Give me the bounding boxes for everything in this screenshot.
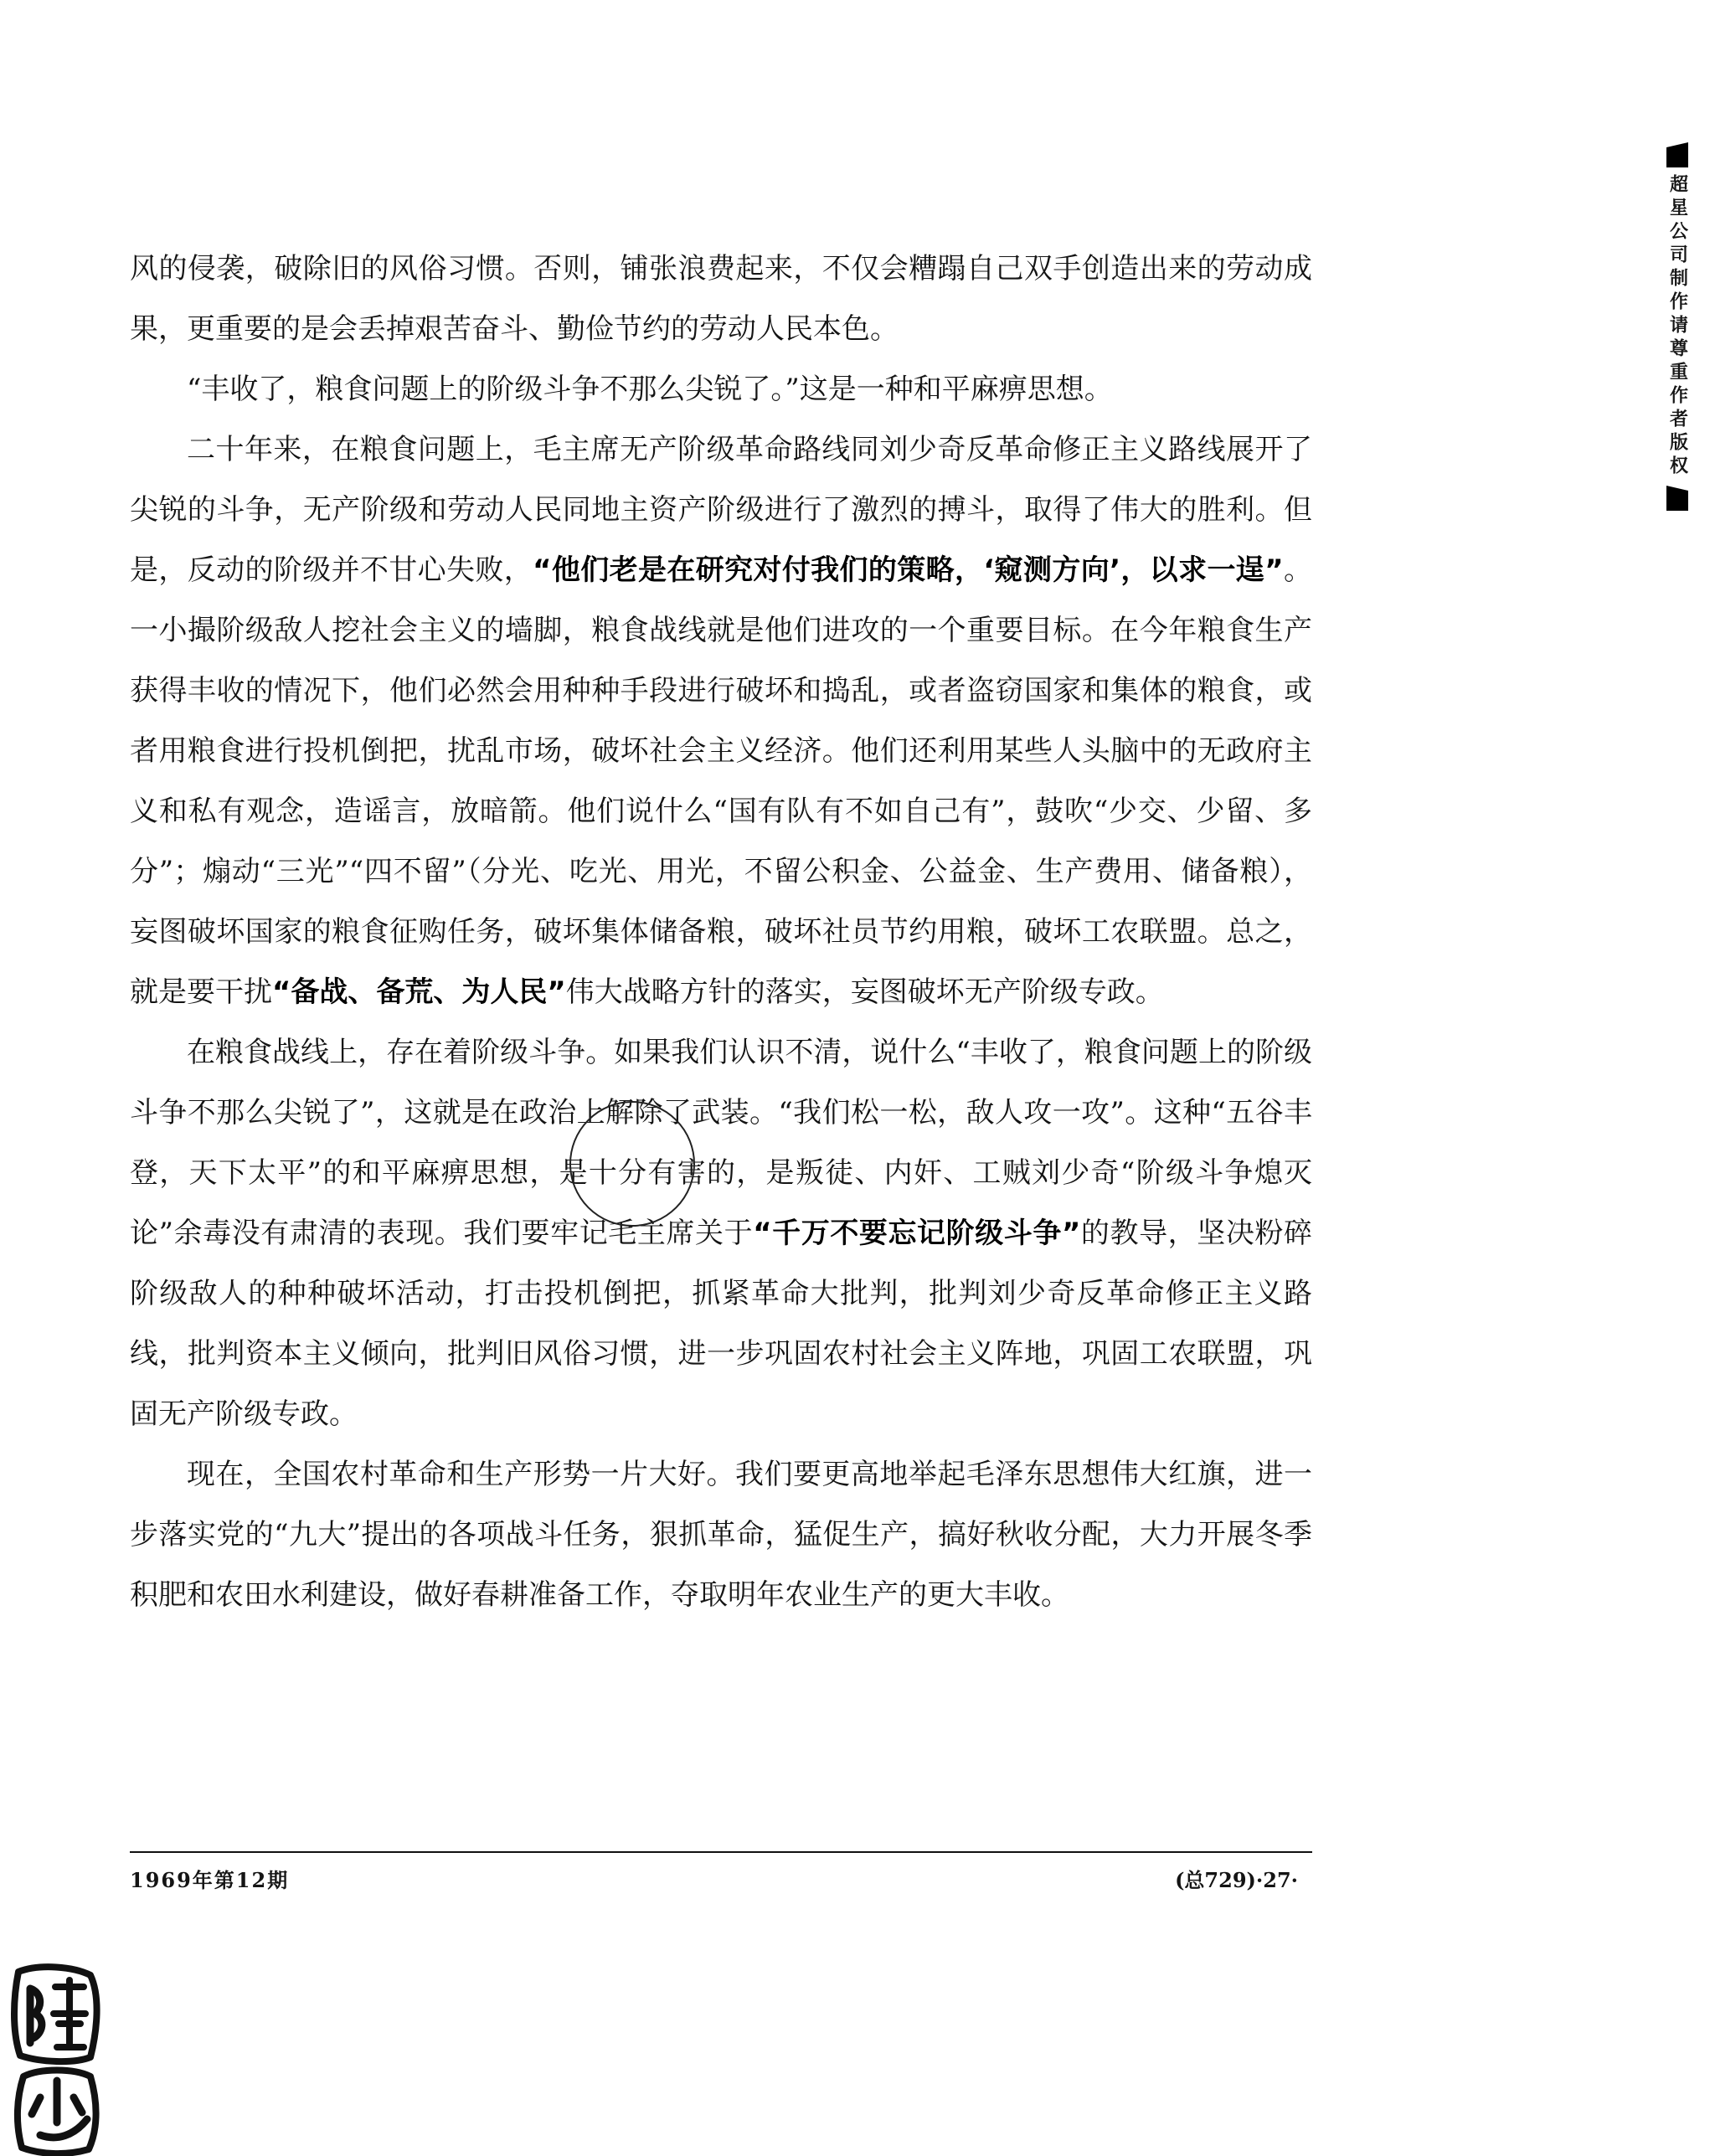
- copyright-side-note: [1661, 142, 1694, 511]
- copyright-text: 超星公司制作请尊重作者版权: [1666, 174, 1688, 479]
- issue-label: 1969年第12期: [130, 1868, 290, 1892]
- side-bar-top: [1666, 142, 1688, 167]
- paragraph-4: [130, 1022, 1312, 1444]
- text-run: 风的侵袭，破除旧的风俗习惯。否则，铺张浪费起来，不仅会糟蹋自己双手创造出来的劳动成果，更重要的是会丢掉艰苦奋斗、勤俭节约的劳动人民本色。: [130, 252, 1312, 346]
- bold-quote: “备战、备荒、为人民”: [272, 975, 566, 1009]
- text-run: “丰收了，粮食问题上的阶级斗争不那么尖锐了。”这是一种和平麻痹思想。: [187, 373, 1113, 406]
- text-run: 在粮食战线上，存在着阶级斗争。如果我们认识不清，说什么“丰收了，粮食问题上的阶级斗争不那么尖锐了”，这就是在政治上解除了武装。“我们松一松，敌人攻一攻”。这种“五谷丰登，天下太平”的和平麻痹思想，是十分有害的，是叛徒、内奸、工贼刘少奇“阶级斗争熄灭论”余毒没有肃清的表现。我们要牢记毛主席关于: [130, 1036, 1312, 1250]
- bold-quote: “千万不要忘记阶级斗争”: [753, 1217, 1081, 1250]
- text-run: 现在，全国农村革命和生产形势一片大好。我们要更高地举起毛泽东思想伟大红旗，进一步落实党的“九大”提出的各项战斗任务，狠抓革命，猛促生产，搞好秋收分配，大力开展冬季积肥和农田水利建设，做好春耕准备工作，夺取明年农业生产的更大丰收。: [130, 1458, 1312, 1612]
- paragraph-1: [130, 239, 1312, 359]
- text-run: 二十年来，在粮食问题上，毛主席无产阶级革命路线同刘少奇反革命修正主义路线展开了尖锐的斗争，无产阶级和劳动人民同地主资产阶级进行了激烈的搏斗，取得了伟大的胜利。但是，反动的阶级并不甘心失败，: [130, 433, 1312, 587]
- footer-rule: [130, 1851, 1312, 1853]
- side-bar-bottom: [1666, 486, 1688, 511]
- text-run: 伟大战略方针的落实，妄图破坏无产阶级专政。: [565, 975, 1164, 1009]
- text-run: 。一小撮阶级敌人挖社会主义的墙脚，粮食战线就是他们进攻的一个重要目标。在今年粮食生产获得丰收的情况下，他们必然会用种种手段进行破坏和捣乱，或者盗窃国家和集体的粮食，或者用粮食进行投机倒把，扰乱市场，破坏社会主义经济。他们还利用某些人头脑中的无政府主义和私有观念，造谣言，放暗箭。他们说什么“国有队有不如自己有”，鼓吹“少交、少留、多分”；煽动“三光”“四不留”（分光、吃光、用光，不留公积金、公益金、生产费用、储备粮），妄图破坏国家的粮食征购任务，破坏集体储备粮，破坏社员节约用粮，破坏工农联盟。总之，就是要干扰: [130, 553, 1312, 1009]
- bold-quote: “他们老是在研究对付我们的策略，‘窥测方向’，以求一逞”: [533, 553, 1284, 587]
- text-run: 的教导，坚决粉碎阶级敌人的种种破坏活动，打击投机倒把，抓紧革命大批判，批判刘少奇反革命修正主义路线，批判资本主义倾向，批判旧风俗习惯，进一步巩固农村社会主义阵地，巩固工农联盟，巩固无产阶级专政。: [130, 1217, 1312, 1431]
- paragraph-5: [130, 1444, 1312, 1625]
- article-body: [130, 239, 1312, 1625]
- paragraph-2: [130, 359, 1312, 419]
- page-number: (总729)·27·: [1175, 1868, 1298, 1892]
- circle-mark: [569, 1101, 695, 1227]
- paragraph-3: [130, 419, 1312, 1022]
- seal-stamp: [7, 1963, 107, 2156]
